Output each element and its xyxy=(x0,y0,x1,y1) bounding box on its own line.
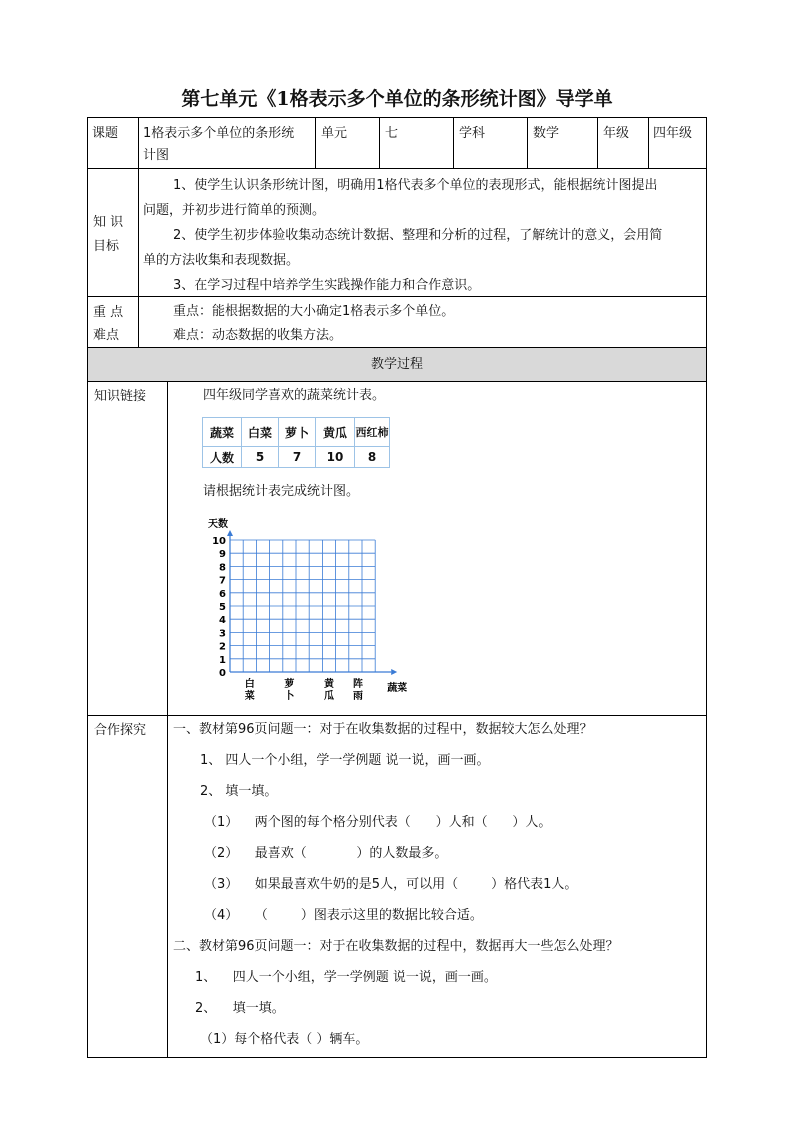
coop-line: 1、 四人一个小组，学一学例题 说一说，画一画。 xyxy=(195,970,497,985)
goal-1b: 问题，并初步进行简单的预测。 xyxy=(143,203,326,218)
goals-label-line2: 目标 xyxy=(93,239,120,254)
goal-3: 3、在学习过程中培养学生实践操作能力和合作意识。 xyxy=(173,278,481,293)
coop-line: （4） （ ）图表示这里的数据比较合适。 xyxy=(204,908,483,923)
y-tick-label: 3 xyxy=(219,628,226,640)
y-tick-label: 4 xyxy=(219,615,226,627)
x-tick-label: 白 xyxy=(244,679,255,690)
unit-label: 单元 xyxy=(321,126,348,141)
vegetable-table xyxy=(202,417,390,468)
table-cell: 黄瓜 xyxy=(316,418,355,447)
focus-label-line1: 重 点 xyxy=(93,305,124,320)
table-cell: 萝卜 xyxy=(279,418,316,447)
link-intro: 四年级同学喜欢的蔬菜统计表。 xyxy=(203,388,386,403)
goal-2a: 2、使学生初步体验收集动态统计数据、整理和分析的过程，了解统计的意义，会用简 xyxy=(173,228,663,243)
goals-label-line1: 知 识 xyxy=(93,215,124,230)
process-header: 教学过程 xyxy=(370,357,423,372)
unit-value: 七 xyxy=(385,126,399,141)
focus-key: 重点：能根据数据的大小确定1格表示多个单位。 xyxy=(173,304,455,319)
y-tick-label: 10 xyxy=(212,536,226,547)
y-tick-label: 5 xyxy=(219,602,226,613)
goal-2b: 单的方法收集和表现数据。 xyxy=(143,253,300,268)
x-tick-label: 菜 xyxy=(244,691,255,702)
x-axis-arrow xyxy=(391,669,397,675)
link-instruction: 请根据统计表完成统计图。 xyxy=(203,484,360,499)
course-value-line2: 计图 xyxy=(143,148,170,163)
goal-1a: 1、使学生认识条形统计图，明确用1格代表多个单位的表现形式，能根据统计图提出 xyxy=(173,178,658,193)
x-tick-label: 阵 xyxy=(353,679,363,690)
coop-line: 1、 四人一个小组，学一学例题 说一说，画一画。 xyxy=(200,753,490,768)
grade-value: 四年级 xyxy=(653,126,693,141)
table-cell: 8 xyxy=(355,447,390,468)
coop-line: （1） 两个图的每个格分别代表（ ）人和（ ）人。 xyxy=(204,815,552,830)
coop-line: （2） 最喜欢（ ）的人数最多。 xyxy=(204,846,448,861)
y-tick-label: 2 xyxy=(219,641,226,653)
coop-line: 2、 填一填。 xyxy=(195,1001,285,1016)
focus-difficult: 难点：动态数据的收集方法。 xyxy=(173,328,343,343)
coop-line: 一、教材第96页问题一：对于在收集数据的过程中，数据较大怎么处理？ xyxy=(173,722,593,737)
coop-line: 2、 填一填。 xyxy=(200,784,278,799)
y-axis-arrow xyxy=(227,530,233,536)
table-row xyxy=(203,418,390,447)
subject-value: 数学 xyxy=(533,126,560,141)
x-axis-label: 蔬菜 xyxy=(387,683,408,694)
table-cell: 蔬菜 xyxy=(203,418,242,447)
focus-label-line2: 难点 xyxy=(93,328,120,343)
coop-line: 二、教材第96页问题一：对于在收集数据的过程中，数据再大一些怎么处理？ xyxy=(173,939,619,954)
table-cell: 10 xyxy=(316,447,355,468)
y-tick-label: 7 xyxy=(219,575,226,587)
x-tick-label: 萝 xyxy=(284,679,295,690)
y-tick-label: 8 xyxy=(219,562,226,574)
y-tick-label: 1 xyxy=(219,654,226,666)
coop-line: （1）每个格代表（ ）辆车。 xyxy=(200,1032,369,1047)
table-cell: 西红柿 xyxy=(355,418,390,447)
y-axis-label: 天数 xyxy=(208,519,228,530)
bar-chart-grid xyxy=(200,508,410,703)
page-title: 第七单元《1格表示多个单位的条形统计图》导学单 xyxy=(181,88,613,110)
course-label: 课题 xyxy=(92,126,119,141)
x-tick-label: 雨 xyxy=(353,691,363,702)
x-tick-label: 瓜 xyxy=(324,691,334,702)
grade-label: 年级 xyxy=(603,126,630,141)
course-value-line1: 1格表示多个单位的条形统 xyxy=(143,126,295,141)
subject-label: 学科 xyxy=(459,126,486,141)
table-cell: 白菜 xyxy=(242,418,279,447)
table-cell: 7 xyxy=(279,447,316,468)
table-row xyxy=(203,447,390,468)
coop-line: （3） 如果最喜欢牛奶的是5人，可以用（ ）格代表1人。 xyxy=(204,877,578,892)
y-tick-label: 9 xyxy=(219,549,226,561)
x-tick-label: 卜 xyxy=(284,691,295,702)
x-tick-label: 黄 xyxy=(324,679,334,690)
y-tick-label: 0 xyxy=(219,668,226,679)
table-cell: 5 xyxy=(242,447,279,468)
coop-label: 合作探究 xyxy=(94,723,147,738)
y-tick-label: 6 xyxy=(219,588,226,600)
table-cell: 人数 xyxy=(203,447,242,468)
link-label: 知识链接 xyxy=(94,389,147,404)
